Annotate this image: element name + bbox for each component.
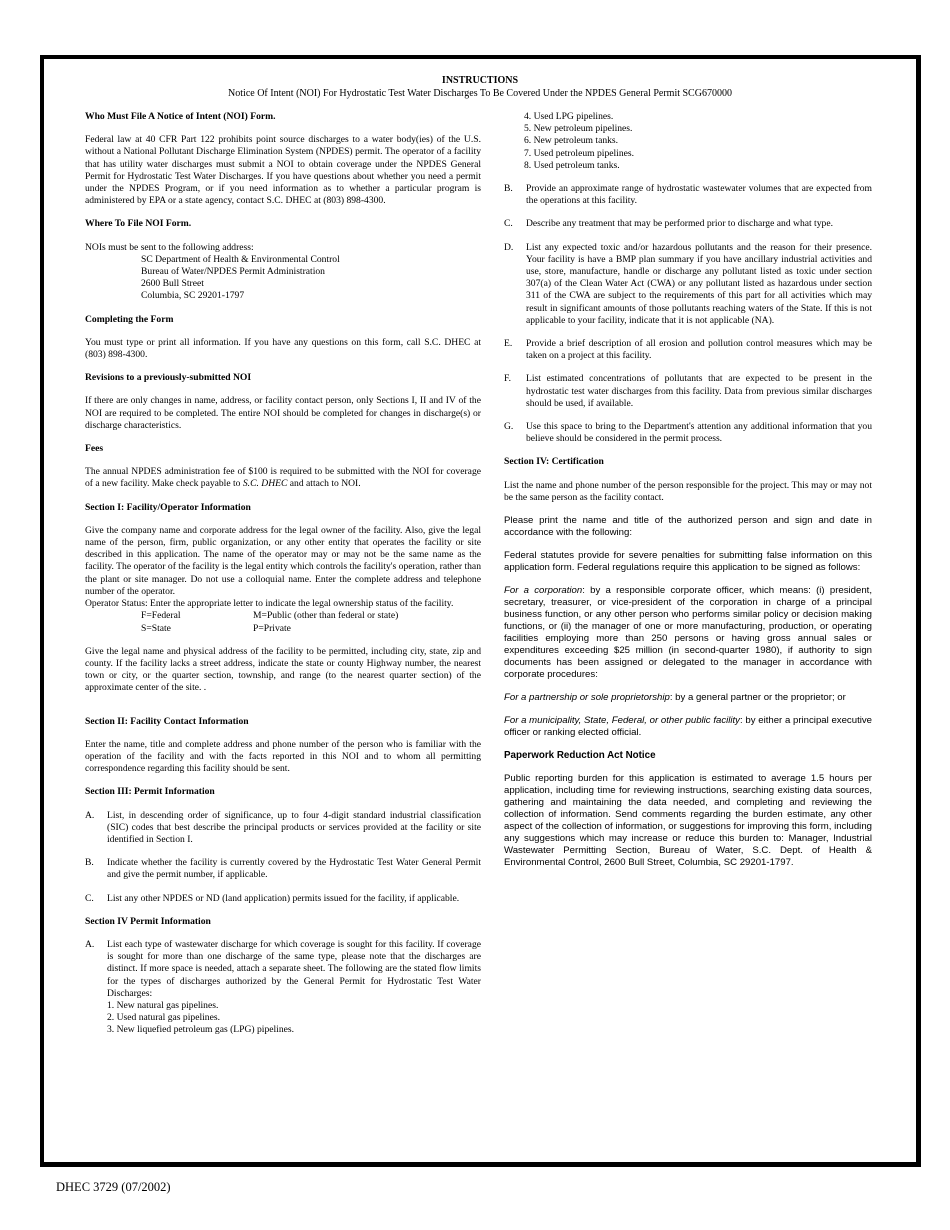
list-item: 8. Used petroleum tanks. [524,159,620,171]
document-subtitle: Notice Of Intent (NOI) For Hydrostatic Test Water Discharges To Be Covered Under the NPDES General Permit SCG670000 [228,88,732,99]
section1-paragraph-2: Give the legal name and physical address of the facility to be permitted, including city, state, zip and county. If the facility lacks a street address, indicate the state or county Highway number, the nearest town or city, or the quarter section, township, and range (to the nearest quarter section) of the approximate center of the site. . [85,645,481,694]
item-letter: C. [504,218,513,230]
list-item: 7. Used petroleum pipelines. [524,147,635,159]
certification-paragraph: List the name and phone number of the person responsible for the project. This may or may not be the same person as the facility contact. [504,479,872,503]
list-item: 4. Used LPG pipelines. [524,111,614,122]
list-item [85,939,481,1037]
paperwork-paragraph: Public reporting burden for this application is estimated to average 1.5 hours per application, including time for reviewing instructions, searching existing data sources, gathering and maintaining the data needed, and completing and reviewing the collection of information. Send comments regarding the burden estimate, any other aspect of the collection of information, or suggestions for improving this form, including any suggestions which may increase or reduce this burden to: Manager, Industrial Wastewater Permitting Section, Bureau of Water, S.C. Dept. of Health & Environmental Control, 2600 Bull Street, Columbia, SC 29201-1797. [504,773,872,869]
where-heading: Where To File NOI Form. [85,218,192,230]
item-text: Provide an approximate range of hydrostatic wastewater volumes that are expected from the operations at this facility. [526,183,872,207]
item-text [107,939,481,1037]
section2-paragraph: Enter the name, title and complete address and phone number of the person who is familiar with the operation of the facility and with the facts reported in this NOI and to whom all permitting correspondence regarding this facility should be sent. [85,738,481,775]
item-text: List any expected toxic and/or hazardous pollutants and the reason for their presence. Your facility is have a BMP plan summary if you have ancillary industrial activities and use, store, manufacture, handle or discharge any pollutant listed as toxic under section 307(a) of the Clean Water Act (CWA) or any pollutant listed as hazardous under section 311 of the CWA are subject to the requirements of this part for all activities which may result in significant amounts of those pollutants reaching waters of the State. If this is not applicable to your facility, indicate that it is not applicable (NA). [526,241,872,326]
item-letter: A. [85,809,95,821]
certification-paragraph-3: Federal statutes provide for severe penalties for submitting false information on this application form. Federal regulations require this application to be signed as follows: [504,550,872,574]
document-header [44,74,916,100]
item-letter: C. [85,892,94,904]
certification-heading: Section IV: Certification [504,456,604,468]
document-title: INSTRUCTIONS [441,75,519,86]
municipality-text: : by either a principal executive officer or ranking elected official. [504,715,872,739]
list-item [85,857,481,881]
list-item [504,242,872,327]
left-column [85,111,481,1048]
partnership-signatory [504,692,872,704]
list-item: 1. New natural gas pipelines. [107,999,219,1011]
status-private: P=Private [253,622,291,634]
address-line-2: Bureau of Water/NPDES Permit Administration [141,266,325,278]
section1-heading: Section I: Facility/Operator Information [85,501,251,513]
paperwork-heading: Paperwork Reduction Act Notice [504,750,656,762]
item-text: List, in descending order of significance, up to four 4-digit standard industrial classification (SIC) codes that best describe the principal products or services provided at the facility or site identified in Section I. [107,809,481,845]
list-item [504,183,872,207]
status-state: S=State [141,622,171,634]
section2-heading: Section II: Facility Contact Information [85,715,249,727]
fees-payee: S.C. DHEC [242,478,288,490]
list-item: 2. Used natural gas pipelines. [107,1012,220,1024]
list-item [504,373,872,410]
fees-heading: Fees [85,443,104,455]
item-text: List any other NPDES or ND (land application) permits issued for the facility, if applicable. [107,892,460,904]
municipality-signatory [504,715,872,739]
list-item: 5. New petroleum pipelines. [524,123,633,135]
section3-list [85,810,481,905]
status-federal: F=Federal [141,610,181,622]
corporation-label: For a corporation [504,585,583,597]
right-column [504,111,872,880]
section4-list [85,939,481,1037]
discharge-types-list-continued [524,111,872,172]
revisions-heading: Revisions to a previously-submitted NOI [85,372,252,384]
list-item: 3. New liquefied petroleum gas (LPG) pipelines. [107,1024,295,1036]
item-letter: G. [504,421,514,433]
item-letter: E. [504,338,513,350]
who-heading: Who Must File A Notice of Intent (NOI) Form. [85,111,276,122]
list-item [85,810,481,847]
completing-paragraph: You must type or print all information. If you have any questions on this form, call S.C. DHEC at (803) 898-4300. [85,336,481,361]
form-number-footer: DHEC 3729 (07/2002) [56,1180,171,1194]
item-text: List estimated concentrations of pollutants that are expected to be present in the hydrostatic test water discharges from this facility. Data from previous similar discharges should be used, if available. [526,373,872,409]
list-item [85,893,481,905]
item-letter: A. [85,938,95,950]
page-border [40,55,921,1167]
who-paragraph: Federal law at 40 CFR Part 122 prohibits point source discharges to a water body(ies) of the U.S. without a National Pollutant Discharge Elimination System (NPDES) permit. The operator of a facility that has utility water discharges must submit a NOI to obtain coverage under the NPDES General Permit for Hydrostatic Test Water Discharges. If you have questions about whether you need a permit under the NPDES Program, or if you need information as to whether a particular program is administered by EPA or a state agency, contact S.C. DHEC at (803) 898-4300. [85,134,481,207]
address-line-4: Columbia, SC 29201-1797 [141,290,245,302]
item-letter: B. [504,183,513,195]
partnership-text: : by a general partner or the proprietor; or [669,692,846,704]
fees-paragraph [85,466,481,490]
operator-status-codes [85,610,481,634]
revisions-paragraph: If there are only changes in name, address, or facility contact person, only Sections I, II and IV of the NOI are required to be completed. The entire NOI should be completed for changes in discharge(s) or discharge characteristics. [85,395,481,431]
item-text: Describe any treatment that may be performed prior to discharge and what type. [526,218,833,230]
list-item [504,218,872,230]
item-text: Indicate whether the facility is currently covered by the Hydrostatic Test Water General Permit and give the permit number, if applicable. [107,857,481,881]
item-letter: B. [85,857,94,869]
certification-paragraph-2: Please print the name and title of the authorized person and sign and date in accordance with the following: [504,515,872,539]
section1-paragraph: Give the company name and corporate address for the legal owner of the facility. Also, give the legal name of the person, firm, public organization, or any other entity that operates the facility or site described in this application. The name of the operator may or may not be the same name as the facility. The operator of the facility is the legal entity which controls the facility's operation, rather than the plant or site manager. Do not use a colloquial name. Enter the complete address and telephone number of the operator. [85,524,481,597]
partnership-label: For a partnership or sole proprietorship [504,692,670,704]
municipality-label: For a municipality, State, Federal, or other public facility [504,715,740,727]
discharge-types-intro: List each type of wastewater discharge for which coverage is sought for this facility. If coverage is sought for more than one discharge of the same type, please note that the discharges are distinct. If more space is needed, attach a separate sheet. The following are the stated flow limits for the types of discharges authorized by the General Permit for Hydrostatic Test Water Discharges: [107,938,481,999]
section4-heading: Section IV Permit Information [85,915,211,927]
fees-text-1: The annual NPDES administration fee of $100 is required to be submitted with the NOI for coverage of a new facility. Make check payable to [85,466,481,490]
completing-heading: Completing the Form [85,313,174,325]
operator-status-text: Operator Status: Enter the appropriate letter to indicate the legal ownership status of the facility. [85,598,454,610]
item-text: Use this space to bring to the Department's attention any additional information that you believe should be considered in the permit process. [526,421,872,445]
address-line-1: SC Department of Health & Environmental Control [141,253,340,265]
list-item [504,338,872,362]
section4-list-continued [504,183,872,445]
item-letter: F. [504,373,511,385]
mailing-address [85,242,481,303]
list-item: 6. New petroleum tanks. [524,135,619,147]
fees-text-2: and attach to NOI. [287,478,361,490]
where-paragraph: NOIs must be sent to the following address: [85,241,254,253]
corporation-signatory [504,585,872,681]
discharge-types-list [107,1000,481,1037]
corporation-text: : by a responsible corporate officer, which means: (i) president, secretary, treasurer, or vice-president of the corporation in charge of a principal business function, or any other person who performs similar policy or decision making functions, or (ii) the manager of one or more manufacturing, production, or operating facilities employing more than 250 persons or having gross annual sales or expenditures exceeding $25 million (in second-quarter 1980), if authority to sign documents has been assigned or delegated to the manager in accordance with corporate procedures: [504,585,872,681]
list-item [504,421,872,445]
section3-heading: Section III: Permit Information [85,786,215,798]
item-text: Provide a brief description of all erosion and pollution control measures which may be taken on a project at this facility. [526,338,872,362]
status-public: M=Public (other than federal or state) [253,610,399,622]
address-line-3: 2600 Bull Street [141,278,204,290]
item-letter: D. [504,241,514,253]
